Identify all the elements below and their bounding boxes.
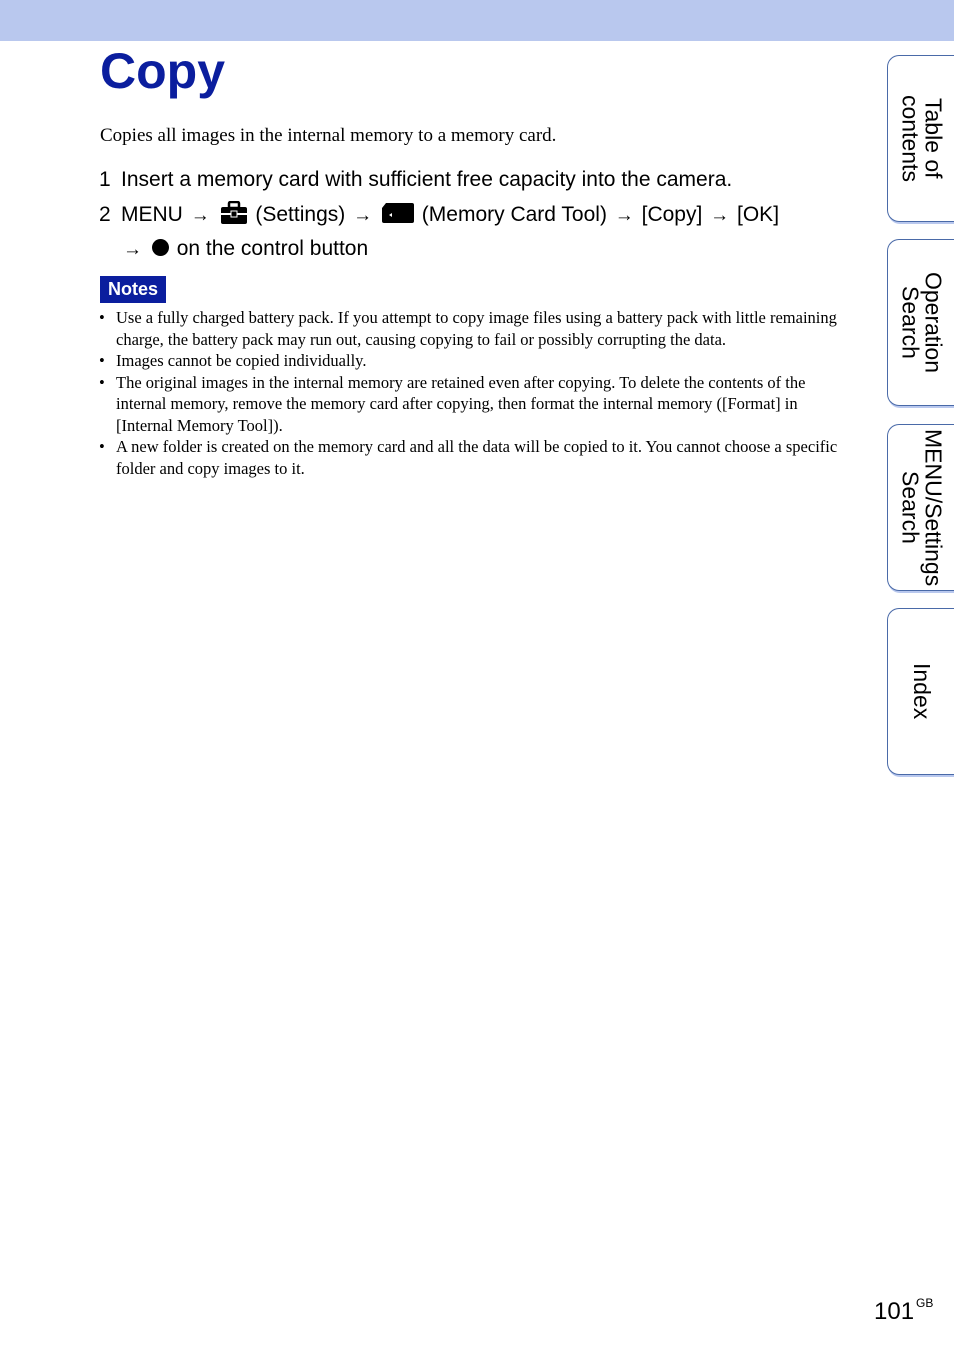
- intro-text: Copies all images in the internal memory to a memory card.: [100, 125, 557, 146]
- page-title: Copy: [100, 43, 225, 99]
- tab-label: Table of contents: [897, 95, 947, 182]
- tab-operation-search[interactable]: [887, 239, 954, 406]
- page-number-suffix: GB: [916, 1296, 934, 1310]
- settings-label: (Settings): [255, 203, 346, 226]
- copy-label: [Copy]: [641, 203, 703, 226]
- step-2: [99, 200, 859, 265]
- menu-label: MENU: [121, 203, 183, 226]
- step-number: 2: [99, 203, 111, 226]
- tab-menu-settings-search[interactable]: [887, 424, 954, 591]
- note-item: • A new folder is created on the memory card and all the data will be copied to it. You cannot choose a specific folder and copy images to it.: [99, 436, 854, 479]
- header-bar: [0, 0, 954, 41]
- toolbox-icon: [220, 201, 248, 234]
- arrow-icon: →: [190, 205, 210, 226]
- note-item: • Use a fully charged battery pack. If you attempt to copy image files using a battery pack with little remaining charge, the battery pack may run out, causing copying to fail or possibly corrupting the data.: [99, 307, 854, 350]
- notes-label: Notes: [100, 276, 166, 303]
- tab-table-of-contents[interactable]: [887, 55, 954, 222]
- note-item: • Images cannot be copied individually.: [99, 350, 854, 372]
- arrow-icon: →: [614, 205, 634, 226]
- arrow-icon: →: [353, 205, 373, 226]
- memory-card-tool-label: (Memory Card Tool): [421, 203, 607, 226]
- arrow-icon: →: [123, 239, 142, 260]
- page-number: [874, 1288, 933, 1327]
- arrow-icon: →: [710, 205, 730, 226]
- step-number: 1: [99, 168, 111, 191]
- ok-label: [OK]: [737, 203, 780, 226]
- memory-card-icon: [382, 202, 414, 232]
- step-text-line-2: [121, 234, 859, 265]
- tab-label: Index: [909, 663, 935, 720]
- filled-circle-icon: [152, 239, 169, 256]
- step-1: [99, 165, 859, 195]
- tab-index[interactable]: [887, 608, 954, 775]
- tab-label: Operation Search: [897, 271, 947, 373]
- note-item: • The original images in the internal memory are retained even after copying. To delete the contents of the internal memory, remove the memory card after copying, then format the internal memory ([Format] in [Internal Memory Tool]).: [99, 372, 854, 437]
- step-text: [121, 200, 859, 234]
- step-text: Insert a memory card with sufficient free capacity into the camera.: [121, 168, 733, 191]
- notes-list: [99, 307, 854, 479]
- tab-label: MENU/Settings Search: [897, 428, 947, 587]
- page-number-value: 101: [874, 1298, 915, 1325]
- control-button-label: on the control button: [176, 237, 369, 260]
